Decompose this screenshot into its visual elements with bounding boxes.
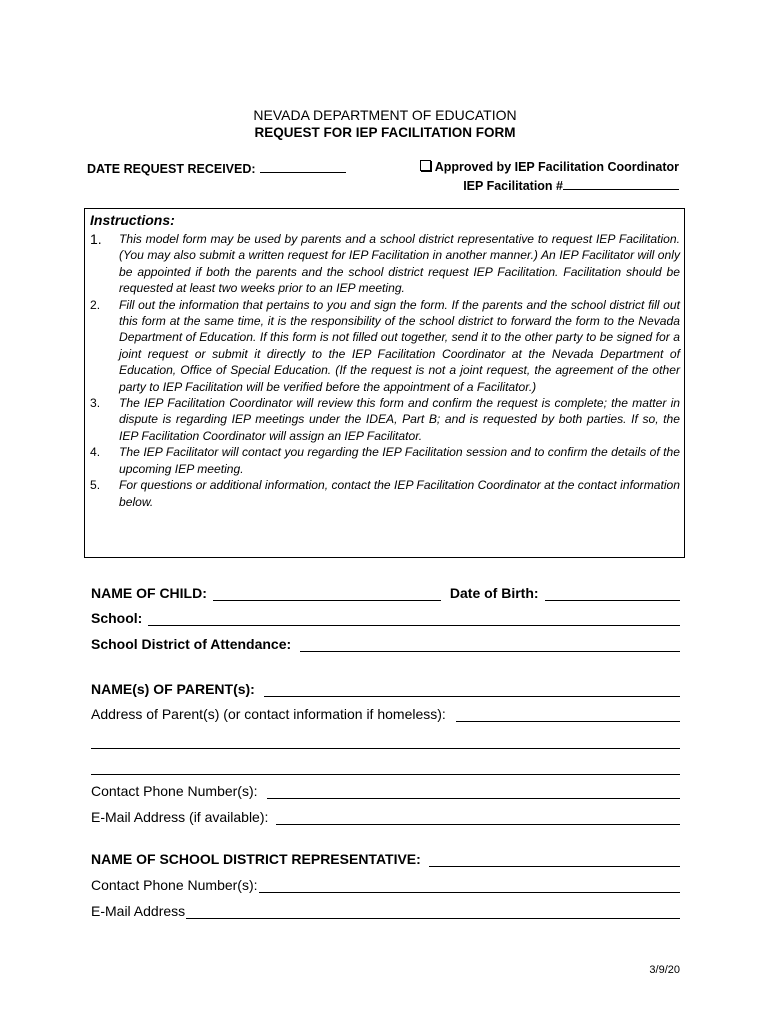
approved-label: Approved by IEP Facilitation Coordinator [434,160,679,174]
rep-phone-field[interactable] [259,878,680,893]
parent-email-label: E-Mail Address (if available): [91,809,269,825]
dob-label: Date of Birth: [449,585,539,601]
instruction-number: 2. [90,297,101,312]
instruction-number: 3. [90,396,101,411]
rep-email-field[interactable] [186,904,680,919]
district-field[interactable] [300,637,680,652]
parent-phone-field[interactable] [267,784,680,799]
rep-name-row [91,851,680,867]
parent-address-line-3[interactable] [91,774,680,775]
instruction-item [90,395,680,444]
rep-name-label: NAME OF SCHOOL DISTRICT REPRESENTATIVE: [91,851,421,867]
parent-address-line-2[interactable] [91,748,680,749]
approval-block [420,160,679,194]
district-label: School District of Attendance: [91,636,292,652]
instruction-text: This model form may be used by parents and a school district representative to request IEP Facilitation. (You may also submit a written request for IEP Facilitation in another manner.) An IEP Facilitator will only be appointed if both the parents and the school district request IEP Facilitation. Facilitation should be requested at least two weeks prior to an IEP meeting. [119,232,680,296]
school-field[interactable] [148,611,680,626]
parent-phone-label: Contact Phone Number(s): [91,783,258,799]
instruction-item [90,444,680,477]
parent-name-field[interactable] [264,682,680,697]
child-name-label: NAME OF CHILD: [91,585,207,601]
parent-address-label: Address of Parent(s) (or contact information if homeless): [91,706,446,722]
parent-address-field[interactable] [456,707,680,722]
revision-date: 3/9/20 [649,964,680,976]
parent-address-row [91,706,680,722]
header-department: NEVADA DEPARTMENT OF EDUCATION [253,107,517,123]
dob-field[interactable] [545,586,680,601]
rep-phone-row [91,877,680,893]
date-received-field [87,160,346,176]
district-row [91,636,680,652]
rep-name-field[interactable] [429,852,680,867]
parent-name-label: NAME(s) OF PARENT(s): [91,681,255,697]
instruction-number: 1. [90,231,102,247]
date-received-blank[interactable] [260,160,346,173]
child-name-field[interactable] [213,586,441,601]
form-title: REQUEST FOR IEP FACILITATION FORM [254,125,516,140]
instruction-text: The IEP Facilitation Coordinator will review this form and confirm the request is complete; the matter in dispute is regarding IEP meetings under the IDEA, Part B; and is requested by both parties. If so, the IEP Facilitation Coordinator will assign an IEP Facilitator. [119,396,680,443]
rep-email-label: E-Mail Address [91,903,186,919]
parent-name-row [91,681,680,697]
parent-email-field[interactable] [276,810,680,825]
instruction-item [90,297,680,395]
instruction-text: Fill out the information that pertains to you and sign the form. If the parents and the school district fill out this form at the same time, it is the responsibility of the school district to forward the form to the Nevada Department of Education. If this form is not filled out together, send it to the other party to be signed for a joint request or submit it directly to the IEP Facilitation Coordinator at the Nevada Department of Education, Office of Special Education. (If the request is not a joint request, the agreement of the other party to IEP Facilitation will be verified before the appointment of a Facilitator.) [119,297,680,394]
facilitation-number-blank[interactable] [563,177,679,190]
parent-phone-row [91,783,680,799]
instruction-text: For questions or additional information, contact the IEP Facilitation Coordinator at the contact information below. [119,478,680,509]
instruction-item [90,477,680,510]
date-received-label: DATE REQUEST RECEIVED: [87,162,256,176]
instruction-text: The IEP Facilitator will contact you regarding the IEP Facilitation session and to confirm the details of the upcoming IEP meeting. [119,445,680,476]
instruction-number: 4. [90,445,101,460]
facilitation-number-label: IEP Facilitation # [463,179,563,193]
rep-phone-label: Contact Phone Number(s): [91,877,258,893]
checkbox-icon[interactable] [420,160,431,171]
school-row [91,610,680,626]
school-label: School: [91,610,143,626]
instructions-title: Instructions: [90,212,175,228]
rep-email-row [91,903,680,919]
instruction-item [90,231,680,297]
parent-email-row [91,809,680,825]
child-name-row [91,585,680,601]
instructions-list [90,231,680,510]
instruction-number: 5. [90,478,101,493]
